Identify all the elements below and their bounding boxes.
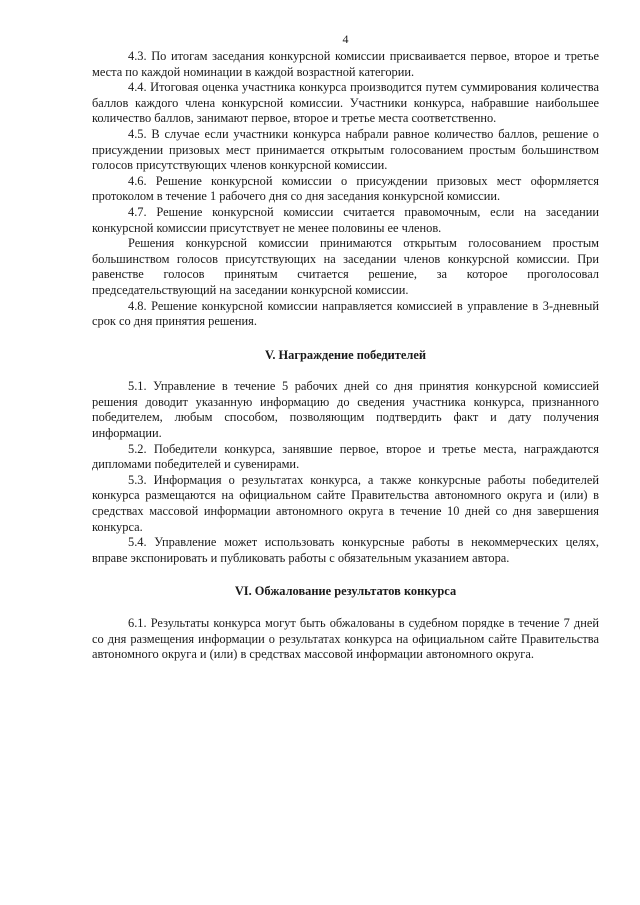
paragraph-5-1: 5.1. Управление в течение 5 рабочих дней со дня принятия конкурсной комиссией решения доводит указанную информацию до сведения участника конкурса, признанного победителем, любым способом, позволяющим подтвердить факт и дату получения информации. <box>92 379 599 441</box>
section-5-title: V. Награждение победителей <box>264 347 426 362</box>
paragraph-4-6: 4.6. Решение конкурсной комиссии о присуждении призовых мест оформляется протоколом в течение 1 рабочего дня со дня заседания конкурсной комиссии. <box>92 173 599 204</box>
paragraph-5-4: 5.4. Управление может использовать конкурсные работы в некоммерческих целях, вправе экспонировать и публиковать работы с обязательным указанием автора. <box>92 535 599 565</box>
paragraph-4-7: 4.7. Решение конкурсной комиссии считается правомочным, если на заседании конкурсной комиссии присутствует не менее половины ее членов. <box>92 204 599 235</box>
paragraph-4-5: 4.5. В случае если участники конкурса набрали равное количество баллов, решение о присуждении призовых мест принимается открытым голосованием простым большинством голосов присутствующих членов конкурсной комиссии. <box>92 126 599 173</box>
paragraph-6-1: 6.1. Результаты конкурса могут быть обжалованы в судебном порядке в течение 7 дней со дня размещения информации о результатах конкурса на официальном сайте Правительства автономного округа и (или) в средствах массовой информации автономного округа. <box>92 616 599 662</box>
paragraph-5-2: 5.2. Победители конкурса, занявшие первое, второе и третье места, награждаются дипломами победителей и сувенирами. <box>92 441 599 472</box>
page-number: 4 <box>342 32 349 46</box>
paragraph-4-3: 4.3. По итогам заседания конкурсной комиссии присваивается первое, второе и третье места по каждой номинации в каждой возрастной категории. <box>92 49 599 79</box>
document-page <box>92 0 599 663</box>
paragraph-4-4: 4.4. Итоговая оценка участника конкурса производится путем суммирования количества баллов каждого члена конкурсной комиссии. Участники конкурса, набравшие наибольшее количество баллов, занимают первое, второе и третье места соответственно. <box>92 80 599 126</box>
paragraph-5-3: 5.3. Информация о результатах конкурса, а также конкурсные работы победителей конкурса размещаются на официальном сайте Правительства автономного округа и (или) в средствах массовой информации автономного округа в течение 10 дней со дня завершения конкурса. <box>92 472 599 534</box>
paragraph-4-8: 4.8. Решение конкурсной комиссии направляется комиссией в управление в 3-дневный срок со дня принятия решения. <box>92 298 599 329</box>
section-6-title: VI. Обжалование результатов конкурса <box>234 584 457 599</box>
paragraph-4-7-continued: Решения конкурсной комиссии принимаются открытым голосованием простым большинством голосов присутствующих на заседании членов конкурсной комиссии. При равенстве голосов принятым считается решение, за которое проголосовал председательствующий на заседании конкурсной комиссии. <box>92 236 599 297</box>
